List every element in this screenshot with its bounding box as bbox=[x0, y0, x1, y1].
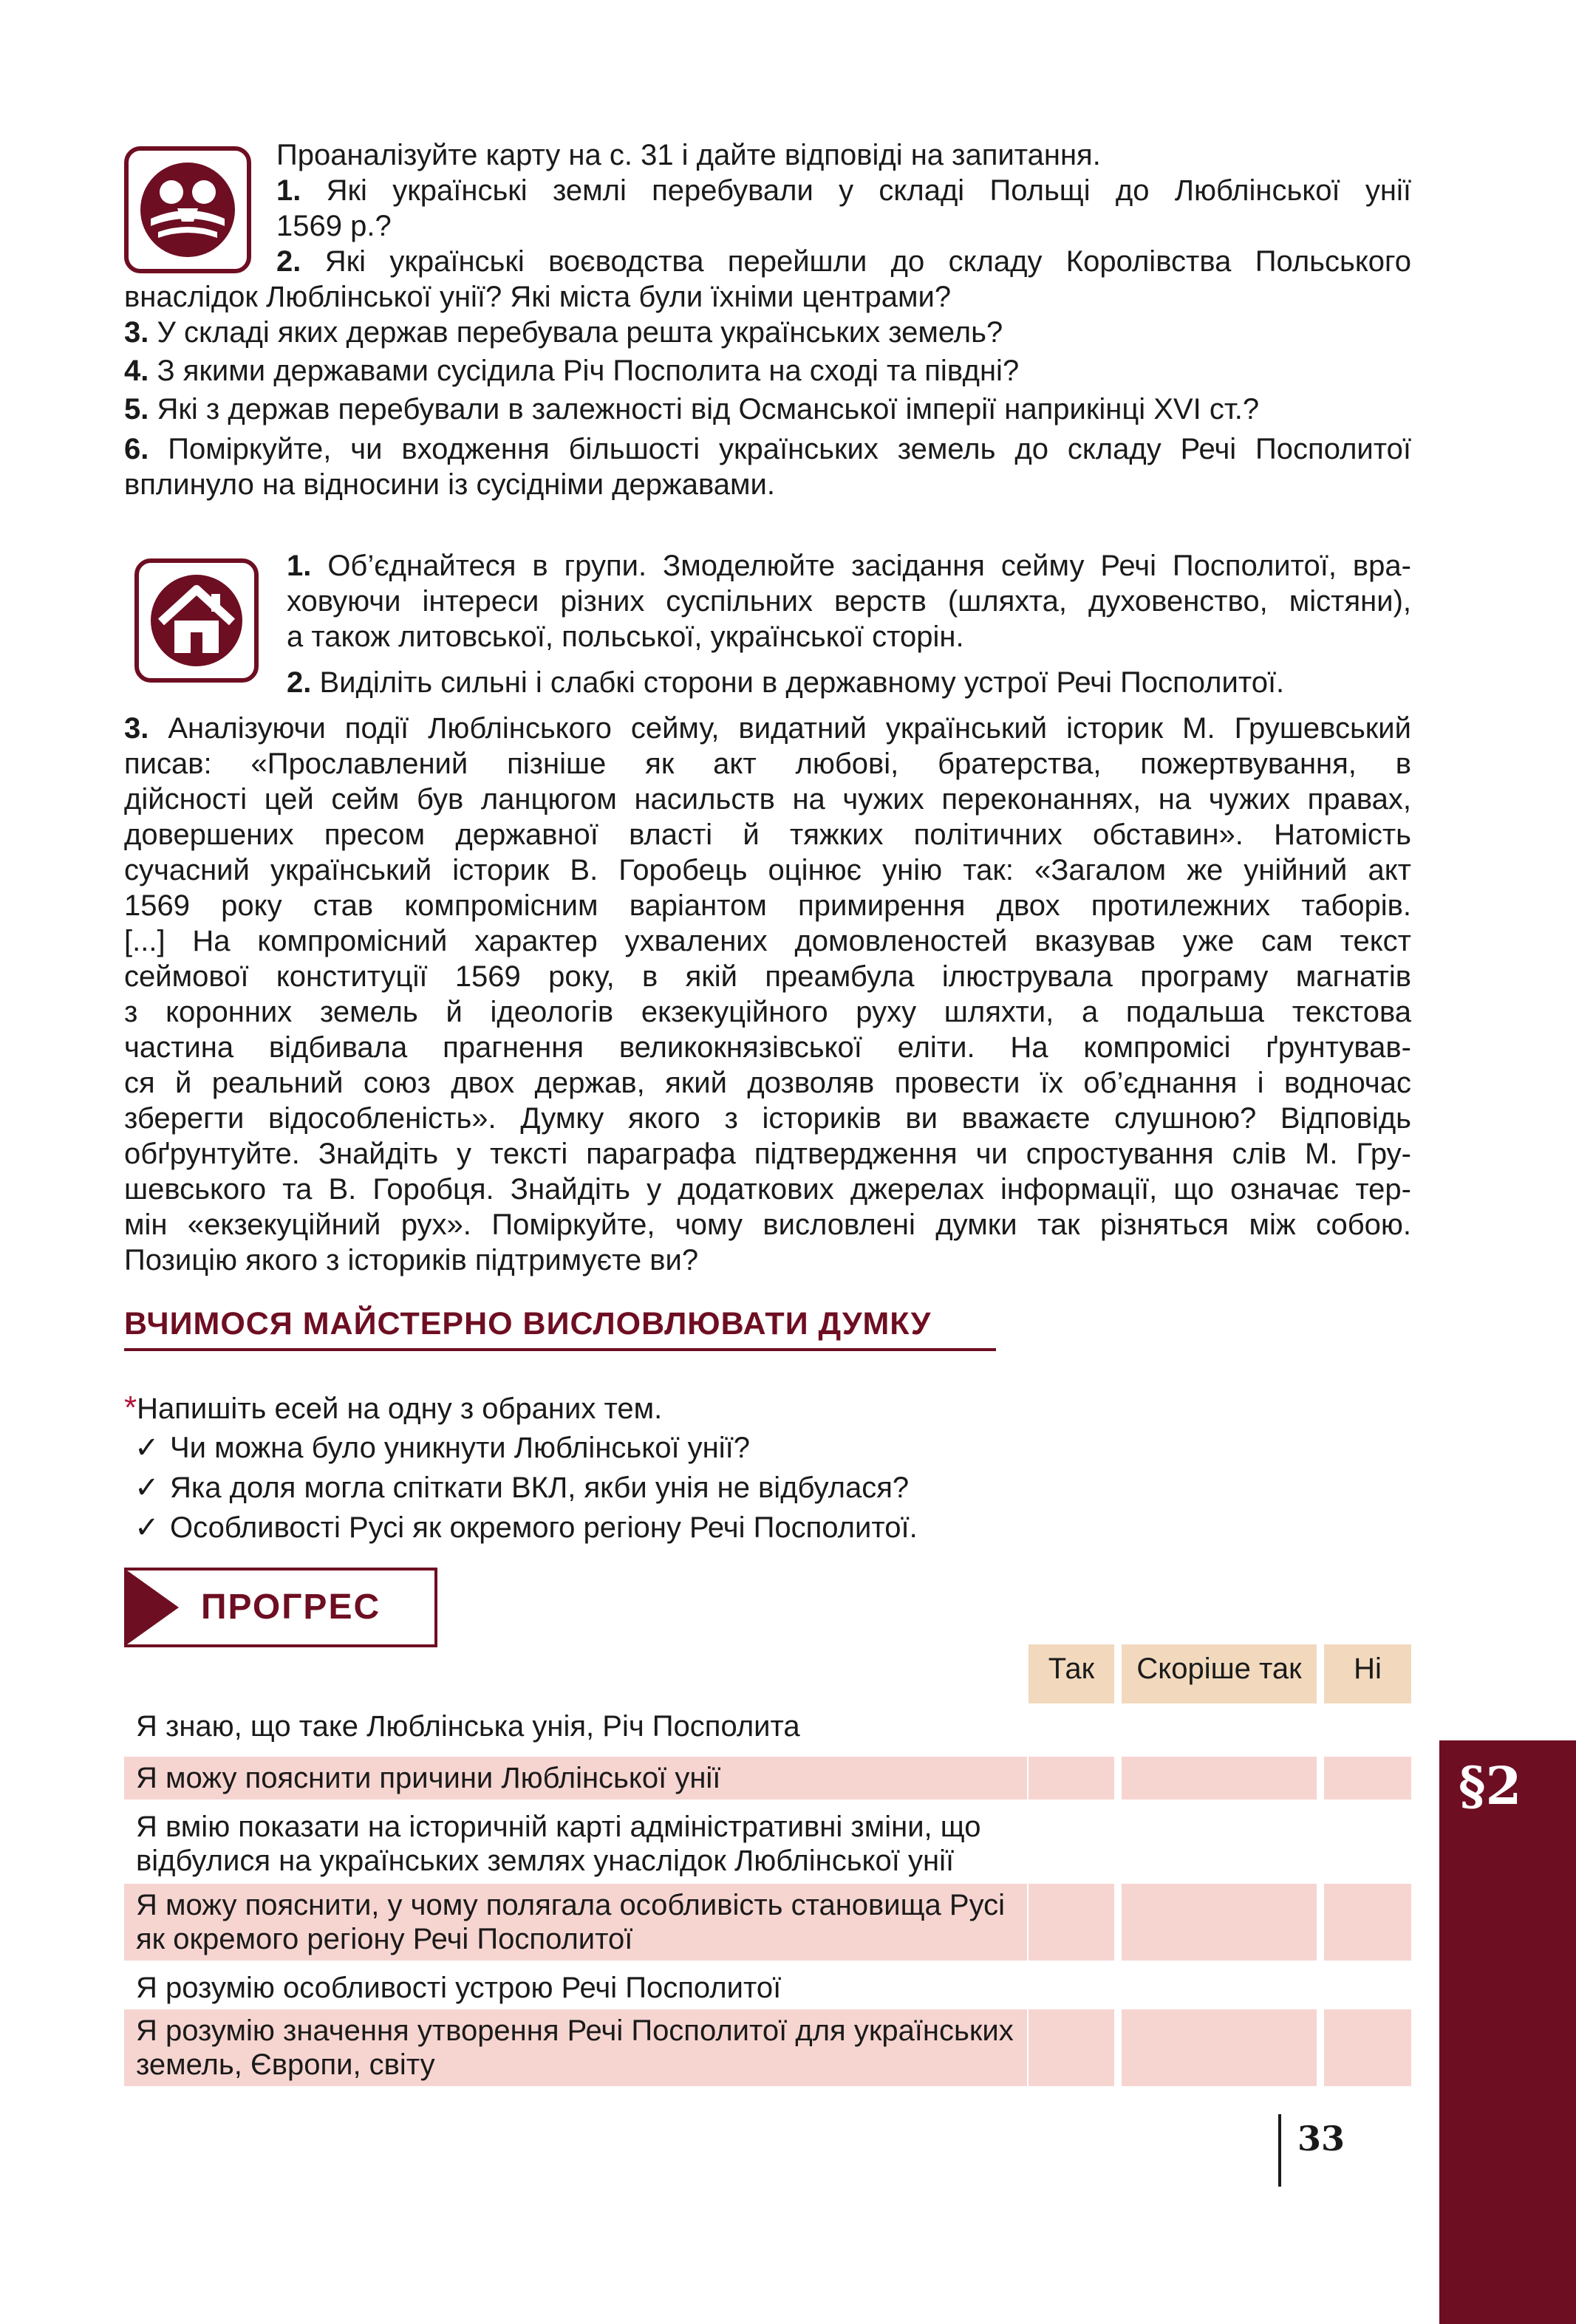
checkmark-icon: ✓ bbox=[134, 1511, 160, 1544]
home-task-3-line-4: довершених пресом державної власті й тяжких політичних обставин». Натомість bbox=[124, 818, 1411, 851]
question-4-text: З якими державами сусідила Річ Посполита на сході та півдні? bbox=[157, 355, 1020, 387]
question-5 bbox=[124, 392, 1259, 427]
essay-intro-text: Напишіть есей на одну з обраних тем. bbox=[137, 1392, 663, 1425]
globe-hands-icon bbox=[129, 151, 247, 269]
home-task-3-line-15: мін «екзекуційний рух». Поміркуйте, чому висловлені думки так різняться між собою. bbox=[124, 1209, 1411, 1241]
home-task-icon-frame bbox=[134, 558, 259, 683]
home-task-3-line-5: сучасний український історик В. Горобець оцінює унію так: «Загалом же унійний акт bbox=[124, 854, 1411, 886]
house-icon bbox=[139, 563, 254, 678]
question-1-number: 1. bbox=[276, 174, 301, 207]
question-6-number: 6. bbox=[124, 433, 149, 465]
table-row bbox=[124, 1703, 1027, 1749]
chapter-side-tab bbox=[1439, 1740, 1576, 2324]
checkbox-cell-rather-yes[interactable] bbox=[1122, 1757, 1317, 1800]
row-statement: Я розумію значення утворення Речі Посполитої для українських bbox=[136, 2014, 1014, 2047]
checkmark-icon: ✓ bbox=[134, 1472, 160, 1504]
row-statement-cont: як окремого регіону Речі Посполитої bbox=[136, 1923, 633, 1955]
checkbox-cell-rather-yes[interactable] bbox=[1122, 2009, 1317, 2086]
row-statement: Я вмію показати на історичній карті адміністративні зміни, що bbox=[136, 1811, 981, 1843]
question-6-line-2: вплинуло на відносини із сусідніми державами. bbox=[124, 468, 775, 501]
question-1-line-1 bbox=[276, 173, 1411, 208]
home-task-3-line-8: сеймової конституції 1569 року, в якій преамбула ілюструвала програму магнатів bbox=[124, 960, 1411, 993]
table-row bbox=[124, 1807, 1027, 1879]
progress-heading: ПРОГРЕС bbox=[201, 1588, 381, 1627]
checkbox-cell-yes[interactable] bbox=[1029, 1884, 1114, 1961]
home-task-2 bbox=[287, 665, 1284, 700]
home-task-3-line-11: ся й реальний союз двох держав, який дозволяв провести їх об’єднання і водночас bbox=[124, 1067, 1411, 1099]
home-task-3-line-10: частина відбивала прагнення великокнязівської еліти. На компромісі ґрунтував- bbox=[124, 1031, 1411, 1064]
home-task-3-line-1 bbox=[124, 711, 1411, 746]
question-5-number: 5. bbox=[124, 393, 149, 426]
home-task-3-line-13: обґрунтуйте. Знайдіть у тексті параграфа підтвердження чи спростування слів М. Гру- bbox=[124, 1138, 1411, 1170]
column-header-no: Ні bbox=[1324, 1644, 1411, 1703]
star-icon: * bbox=[124, 1390, 137, 1426]
map-task-icon-frame bbox=[124, 146, 251, 273]
home-task-3-line-3: дійсності цей сейм був ланцюгом насильств на чужих переконаннях, на чужих правах, bbox=[124, 783, 1411, 816]
essay-topic-text: Особливості Русі як окремого регіону Речі Посполитої. bbox=[170, 1511, 918, 1544]
question-1-text: Які українські землі перебували у складі Польщі до Люблінської унії bbox=[326, 174, 1411, 207]
table-row bbox=[124, 1884, 1027, 1961]
table-row bbox=[124, 1965, 1027, 2006]
home-task-3-line-7: [...] На компромісний характер ухвалених домовленостей вказував уже сам текст bbox=[124, 925, 1411, 957]
arrow-right-icon bbox=[127, 1571, 183, 1644]
essay-topic-3 bbox=[134, 1510, 918, 1545]
essay-topic-text: Яка доля могла спіткати ВКЛ, якби унія не відбулася? bbox=[170, 1472, 910, 1504]
question-3 bbox=[124, 315, 1003, 350]
question-2-number: 2. bbox=[276, 245, 301, 278]
row-statement: Я можу пояснити причини Люблінської унії bbox=[136, 1762, 721, 1794]
page-number-divider bbox=[1278, 2114, 1281, 2187]
question-2-line-2: внаслідок Люблінської унії? Які міста були їхніми центрами? bbox=[124, 281, 952, 313]
home-task-3-line-16: Позицію якого з істориків підтримуєте ви? bbox=[124, 1244, 699, 1277]
home-task-3-number: 3. bbox=[124, 712, 149, 745]
checkmark-icon: ✓ bbox=[134, 1432, 160, 1464]
home-task-3-line-12: зберегти відособленість». Думку якого з істориків ви вважаєте слушною? Відповідь bbox=[124, 1102, 1411, 1135]
checkbox-cell-no[interactable] bbox=[1324, 1757, 1411, 1800]
home-task-3-line-9: з коронних земель й ідеологів екзекуційного руху шляхти, а подальша текстова bbox=[124, 996, 1411, 1028]
checkbox-cell-no[interactable] bbox=[1324, 1884, 1411, 1961]
question-3-text: У складі яких держав перебувала решта українських земель? bbox=[157, 316, 1003, 349]
essay-topic-text: Чи можна було уникнути Люблінської унії? bbox=[170, 1432, 750, 1464]
home-task-1-line-3: а також литовської, польської, української сторін. bbox=[287, 621, 964, 653]
question-4-number: 4. bbox=[124, 355, 149, 387]
home-task-1-line-1 bbox=[287, 548, 1411, 584]
home-task-1-line-2: ховуючи інтереси різних суспільних верств (шляхта, духовенство, містяни), bbox=[287, 585, 1411, 618]
home-task-2-number: 2. bbox=[287, 666, 312, 699]
map-questions-intro: Проаналізуйте карту на с. 31 і дайте відповіді на запитання. bbox=[276, 139, 1101, 171]
question-5-text: Які з держав перебували в залежності від Османської імперії наприкінці XVI ст.? bbox=[157, 393, 1260, 426]
row-statement: Я можу пояснити, у чому полягала особливість становища Русі bbox=[136, 1889, 1006, 1921]
row-statement: Я знаю, що таке Люблінська унія, Річ Посполита bbox=[136, 1710, 800, 1743]
table-row bbox=[124, 1757, 1027, 1800]
checkbox-cell-no[interactable] bbox=[1324, 2009, 1411, 2086]
table-row bbox=[124, 2009, 1027, 2086]
page-number: 33 bbox=[1297, 2119, 1345, 2159]
essay-heading: ВЧИМОСЯ МАЙСТЕРНО ВИСЛОВЛЮВАТИ ДУМКУ bbox=[124, 1306, 996, 1351]
row-statement: Я розумію особливості устрою Речі Посполитої bbox=[136, 1972, 782, 2004]
column-header-rather-yes: Скоріше так bbox=[1122, 1644, 1317, 1703]
row-statement-cont: відбулися на українських землях унаслідок Люблінської унії bbox=[136, 1845, 955, 1877]
checkbox-cell-yes[interactable] bbox=[1029, 1757, 1114, 1800]
question-6-text: Поміркуйте, чи входження більшості українських земель до складу Речі Посполитої bbox=[168, 433, 1411, 465]
home-task-3-line-2: писав: «Прославлений пізніше як акт любові, братерства, пожертвування, в bbox=[124, 748, 1411, 780]
question-4 bbox=[124, 353, 1019, 389]
home-task-1-text: Об’єднайтеся в групи. Змоделюйте засідання сейму Речі Посполитої, вра- bbox=[327, 550, 1411, 582]
essay-topic-1 bbox=[134, 1430, 750, 1466]
checkbox-cell-rather-yes[interactable] bbox=[1122, 1884, 1317, 1961]
home-task-3-text: Аналізуючи події Люблінського сейму, видатний український історик М. Грушевський bbox=[168, 712, 1411, 745]
essay-topic-2 bbox=[134, 1470, 909, 1506]
question-6-line-1 bbox=[124, 431, 1411, 467]
column-header-yes: Так bbox=[1029, 1644, 1114, 1703]
question-1-line-2: 1569 р.? bbox=[276, 210, 392, 242]
question-3-number: 3. bbox=[124, 316, 149, 349]
home-task-3-line-6: 1569 року став компромісним варіантом примирення двох протилежних таборів. bbox=[124, 889, 1411, 922]
home-task-3-line-14: шевського та В. Горобця. Знайдіть у додаткових джерелах інформації, що означає тер- bbox=[124, 1173, 1411, 1206]
essay-intro bbox=[124, 1390, 662, 1426]
question-2-text: Які українські воєводства перейшли до складу Королівства Польського bbox=[324, 245, 1411, 278]
chapter-label: §2 bbox=[1459, 1755, 1522, 1817]
home-task-1-number: 1. bbox=[287, 550, 312, 582]
home-task-2-text: Виділіть сильні і слабкі сторони в державному устрої Речі Посполитої. bbox=[319, 666, 1285, 699]
progress-heading-box bbox=[124, 1568, 437, 1647]
checkbox-cell-yes[interactable] bbox=[1029, 2009, 1114, 2086]
question-2-line-1 bbox=[276, 244, 1411, 279]
row-statement-cont: земель, Європи, світу bbox=[136, 2048, 435, 2081]
